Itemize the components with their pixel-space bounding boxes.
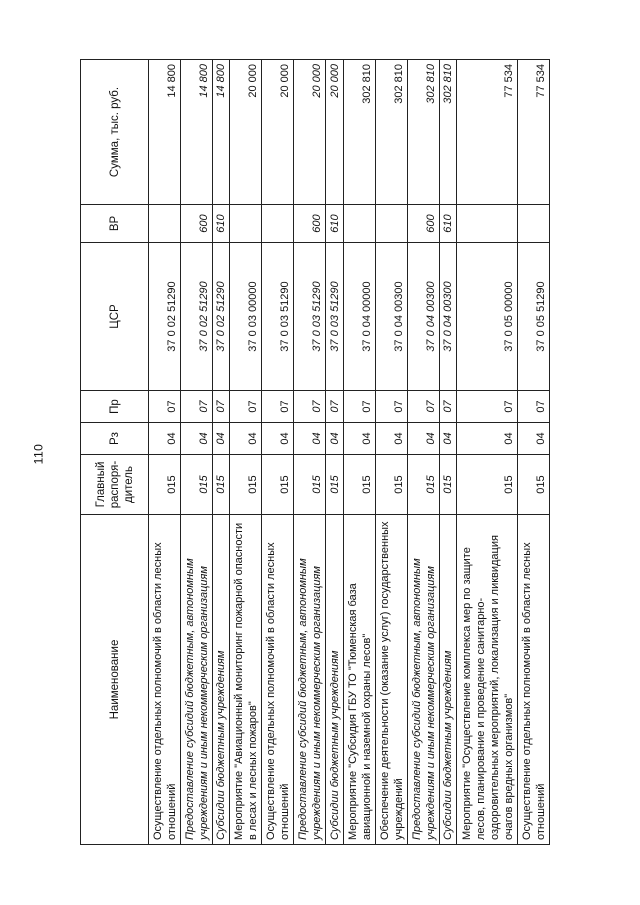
row-pr: 07 (407, 391, 439, 423)
row-vr (149, 205, 181, 243)
row-rz: 04 (407, 423, 439, 455)
row-main-manager: 015 (294, 455, 326, 515)
row-pr: 07 (180, 391, 212, 423)
row-rz: 04 (439, 423, 457, 455)
row-main-manager: 015 (230, 455, 262, 515)
row-name: Осуществление отдельных полномочий в области лесных отношений (517, 515, 549, 845)
table-row (457, 60, 518, 845)
row-vr: 610 (439, 205, 457, 243)
row-csr: 37 0 04 00300 (375, 243, 407, 391)
row-main-manager: 015 (262, 455, 294, 515)
table-row (230, 60, 262, 845)
row-vr (517, 205, 549, 243)
row-csr: 37 0 04 00300 (439, 243, 457, 391)
row-sum: 20 000 (230, 60, 262, 205)
row-name: Субсидии бюджетным учреждениям (439, 515, 457, 845)
row-main-manager: 015 (375, 455, 407, 515)
table-row (180, 60, 212, 845)
row-main-manager: 015 (326, 455, 344, 515)
row-main-manager: 015 (343, 455, 375, 515)
row-pr: 07 (294, 391, 326, 423)
row-sum: 77 534 (517, 60, 549, 205)
table-row (343, 60, 375, 845)
row-main-manager: 015 (149, 455, 181, 515)
row-sum: 302 810 (375, 60, 407, 205)
row-main-manager: 015 (407, 455, 439, 515)
row-pr: 07 (262, 391, 294, 423)
row-main-manager: 015 (180, 455, 212, 515)
row-vr: 610 (212, 205, 230, 243)
column-header-vr: ВР (81, 205, 149, 243)
budget-table (80, 59, 550, 845)
row-rz: 04 (326, 423, 344, 455)
column-header-main-manager: Главный распоря-дитель (81, 455, 149, 515)
column-header-csr: ЦСР (81, 243, 149, 391)
row-vr: 600 (294, 205, 326, 243)
table-row (149, 60, 181, 845)
row-csr: 37 0 04 00000 (343, 243, 375, 391)
row-csr: 37 0 02 51290 (180, 243, 212, 391)
row-pr: 07 (457, 391, 518, 423)
row-csr: 37 0 03 51290 (262, 243, 294, 391)
row-sum: 20 000 (326, 60, 344, 205)
row-name: Мероприятие "Авиационный мониторинг пожарной опасности в лесах и лесных пожаров" (230, 515, 262, 845)
row-sum: 20 000 (262, 60, 294, 205)
row-rz: 04 (294, 423, 326, 455)
row-sum: 302 810 (439, 60, 457, 205)
row-main-manager: 015 (439, 455, 457, 515)
row-rz: 04 (212, 423, 230, 455)
table-row (262, 60, 294, 845)
row-vr (230, 205, 262, 243)
row-pr: 07 (343, 391, 375, 423)
row-sum: 302 810 (407, 60, 439, 205)
table-row (439, 60, 457, 845)
table-row (517, 60, 549, 845)
row-sum: 302 810 (343, 60, 375, 205)
row-name: Предоставление субсидий бюджетным, автономным учреждениям и иным некоммерческим организациям (407, 515, 439, 845)
row-name: Мероприятие "Осуществление комплекса мер по защите лесов, планирование и проведение санитарно-оздоровительных мероприятий, локализация и ликвидация очагов вредных организмов" (457, 515, 518, 845)
row-vr: 610 (326, 205, 344, 243)
row-name: Субсидии бюджетным учреждениям (212, 515, 230, 845)
row-rz: 04 (457, 423, 518, 455)
row-sum: 77 534 (457, 60, 518, 205)
row-rz: 04 (180, 423, 212, 455)
row-main-manager: 015 (212, 455, 230, 515)
row-vr (343, 205, 375, 243)
row-sum: 20 000 (294, 60, 326, 205)
row-rz: 04 (343, 423, 375, 455)
row-csr: 37 0 03 51290 (294, 243, 326, 391)
table-row (294, 60, 326, 845)
column-header-pr: Пр (81, 391, 149, 423)
table-row (212, 60, 230, 845)
row-csr: 37 0 02 51290 (212, 243, 230, 391)
row-name: Предоставление субсидий бюджетным, автономным учреждениям и иным некоммерческим организациям (180, 515, 212, 845)
row-csr: 37 0 03 00000 (230, 243, 262, 391)
row-csr: 37 0 03 51290 (326, 243, 344, 391)
page-number: 110 (31, 443, 46, 465)
row-rz: 04 (262, 423, 294, 455)
column-header-name: Наименование (81, 515, 149, 845)
table-row (407, 60, 439, 845)
row-csr: 37 0 05 51290 (517, 243, 549, 391)
row-vr: 600 (407, 205, 439, 243)
row-rz: 04 (149, 423, 181, 455)
row-pr: 07 (149, 391, 181, 423)
row-csr: 37 0 04 00300 (407, 243, 439, 391)
row-name: Осуществление отдельных полномочий в области лесных отношений (262, 515, 294, 845)
row-vr (262, 205, 294, 243)
row-pr: 07 (375, 391, 407, 423)
row-sum: 14 800 (180, 60, 212, 205)
row-rz: 04 (517, 423, 549, 455)
row-pr: 07 (230, 391, 262, 423)
row-pr: 07 (517, 391, 549, 423)
row-main-manager: 015 (457, 455, 518, 515)
row-pr: 07 (439, 391, 457, 423)
row-pr: 07 (212, 391, 230, 423)
row-csr: 37 0 05 00000 (457, 243, 518, 391)
row-name: Мероприятие "Субсидия ГБУ ТО "Тюменская база авиационной и наземной охраны лесов" (343, 515, 375, 845)
row-rz: 04 (230, 423, 262, 455)
row-name: Обеспечение деятельности (оказание услуг) государственных учреждений (375, 515, 407, 845)
row-sum: 14 800 (212, 60, 230, 205)
row-vr (375, 205, 407, 243)
column-header-rz: Рз (81, 423, 149, 455)
row-name: Осуществление отдельных полномочий в области лесных отношений (149, 515, 181, 845)
row-name: Предоставление субсидий бюджетным, автономным учреждениям и иным некоммерческим организациям (294, 515, 326, 845)
row-vr (457, 205, 518, 243)
row-csr: 37 0 02 51290 (149, 243, 181, 391)
row-rz: 04 (375, 423, 407, 455)
rotated-table-wrapper (80, 60, 550, 845)
table-row (375, 60, 407, 845)
column-header-sum: Сумма, тыс. руб. (81, 60, 149, 205)
table-row (326, 60, 344, 845)
row-sum: 14 800 (149, 60, 181, 205)
row-main-manager: 015 (517, 455, 549, 515)
row-vr: 600 (180, 205, 212, 243)
row-pr: 07 (326, 391, 344, 423)
row-name: Субсидии бюджетным учреждениям (326, 515, 344, 845)
